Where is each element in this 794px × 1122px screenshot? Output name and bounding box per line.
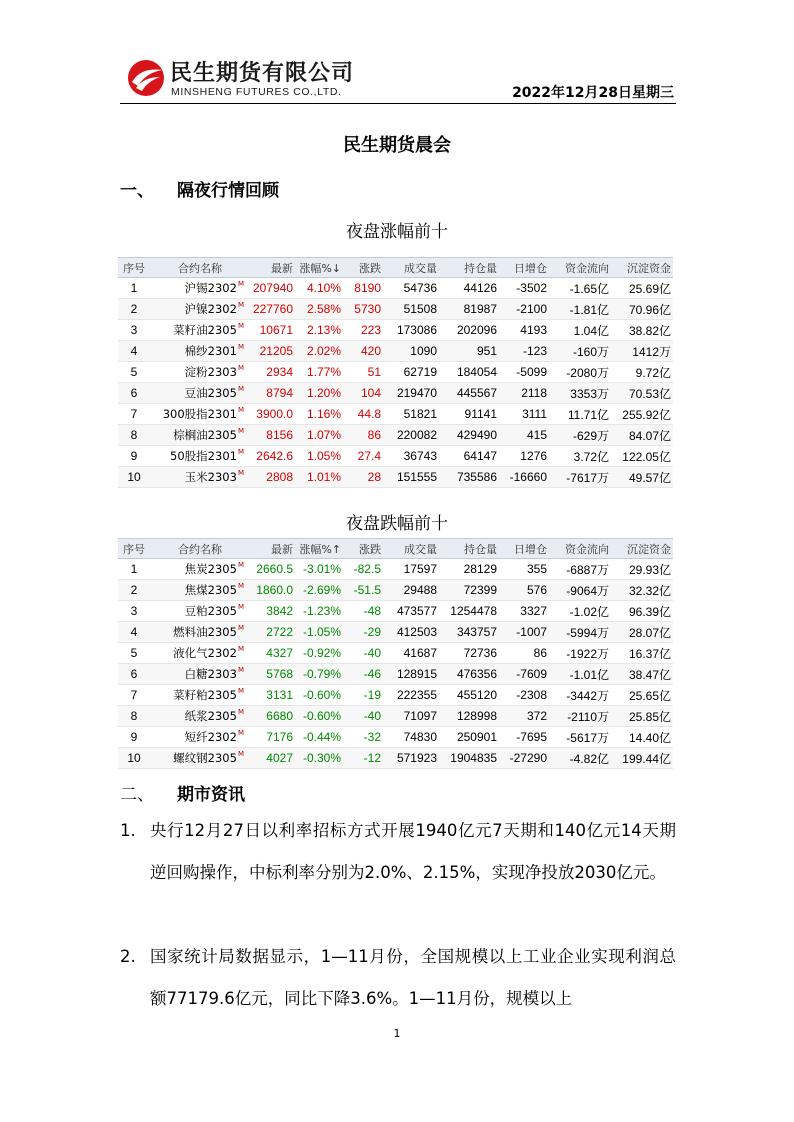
section-label: 期市资讯 [177, 785, 245, 805]
column-header[interactable]: 合约名称 [150, 258, 250, 278]
cell-vol: 151555 [383, 467, 439, 488]
column-header[interactable]: 日增仓 [499, 539, 549, 559]
cell-chg: 51 [343, 362, 383, 383]
cell-vol: 17597 [383, 559, 439, 580]
cell-vol: 51821 [383, 404, 439, 425]
cell-last: 2934 [250, 362, 295, 383]
cell-flow: -4.82亿 [549, 748, 611, 769]
cell-rank: 8 [118, 706, 150, 727]
cell-flow: -1.01亿 [549, 664, 611, 685]
cell-rank: 8 [118, 425, 150, 446]
cell-pct: 1.07% [295, 425, 343, 446]
cell-pct: -1.23% [295, 601, 343, 622]
cell-pct: 2.13% [295, 320, 343, 341]
cell-name: 淀粉$2303^M$ [150, 362, 250, 383]
main-contract-badge: M [237, 322, 244, 330]
cell-name: 焦炭$2305^M$ [150, 559, 250, 580]
cell-flow: 3353万 [549, 383, 611, 404]
news-item-text: 国家统计局数据显示，1—11月份，全国规模以上工业企业实现利润总额77179.6亿元，同比下降3.6%。1—11月份，规模以上 [150, 947, 676, 1008]
main-contract-badge: M [237, 624, 244, 632]
cell-pct: -3.01% [295, 559, 343, 580]
cell-oi: 28129 [439, 559, 499, 580]
column-header[interactable]: 序号 [118, 539, 150, 559]
table-row[interactable] [118, 664, 673, 685]
table-row[interactable] [118, 706, 673, 727]
table-row[interactable] [118, 622, 673, 643]
cell-chg: -40 [343, 643, 383, 664]
cell-oi: 476356 [439, 664, 499, 685]
section-number: 二、 [120, 785, 154, 805]
logo-english-name: MINSHENG FUTURES CO.,LTD. [171, 86, 342, 98]
cell-flow: -160万 [549, 341, 611, 362]
cell-chg: 27.4 [343, 446, 383, 467]
cell-oi: 951 [439, 341, 499, 362]
cell-chg: 44.8 [343, 404, 383, 425]
table-row[interactable] [118, 601, 673, 622]
cell-last: 21205 [250, 341, 295, 362]
section-number: 一、 [120, 181, 154, 201]
cell-pct: -0.92% [295, 643, 343, 664]
main-contract-badge: M [237, 469, 244, 477]
cell-oi: 250901 [439, 727, 499, 748]
cell-pct: -0.60% [295, 685, 343, 706]
table-row[interactable] [118, 404, 673, 425]
column-header[interactable]: 沉淀资金 [611, 258, 673, 278]
cell-vol: 62719 [383, 362, 439, 383]
main-contract-badge: M [237, 427, 244, 435]
cell-doi: -2100 [499, 299, 549, 320]
cell-rank: 6 [118, 383, 150, 404]
column-header[interactable]: 合约名称 [150, 539, 250, 559]
cell-pct: 2.02% [295, 341, 343, 362]
cell-oi: 1904835 [439, 748, 499, 769]
cell-name: 菜籽粕$2305^M$ [150, 685, 250, 706]
main-contract-badge: M [237, 729, 244, 737]
column-header[interactable]: 持仓量 [439, 258, 499, 278]
cell-rank: 10 [118, 748, 150, 769]
main-contract-badge: M [237, 301, 244, 309]
cell-name: 棉纱$2301^M$ [150, 341, 250, 362]
cell-last: 3842 [250, 601, 295, 622]
column-header[interactable]: 涨幅%↑ [295, 539, 343, 559]
cell-name: 液化气$2302^M$ [150, 643, 250, 664]
cell-vol: 54736 [383, 278, 439, 299]
cell-chg: 5730 [343, 299, 383, 320]
cell-vol: 41687 [383, 643, 439, 664]
main-contract-badge: M [237, 561, 244, 569]
cell-vol: 571923 [383, 748, 439, 769]
cell-flow: -7617万 [549, 467, 611, 488]
losers-table [118, 538, 673, 769]
column-header[interactable]: 涨跌 [343, 539, 383, 559]
cell-oi: 343757 [439, 622, 499, 643]
column-header[interactable]: 日增仓 [499, 258, 549, 278]
page-title: 民生期货晨会 [343, 135, 451, 156]
cell-oi: 735586 [439, 467, 499, 488]
cell-last: 3131 [250, 685, 295, 706]
main-contract-badge: M [237, 645, 244, 653]
cell-flow: -3442万 [549, 685, 611, 706]
cell-doi: -5099 [499, 362, 549, 383]
cell-rank: 3 [118, 601, 150, 622]
main-contract-badge: M [237, 385, 244, 393]
cell-rank: 1 [118, 278, 150, 299]
cell-last: 3900.0 [250, 404, 295, 425]
cell-vol: 36743 [383, 446, 439, 467]
cell-rank: 9 [118, 446, 150, 467]
cell-cap: 38.47亿 [611, 664, 673, 685]
table-row[interactable] [118, 320, 673, 341]
cell-cap: 84.07亿 [611, 425, 673, 446]
table-row[interactable] [118, 278, 673, 299]
cell-doi: 4193 [499, 320, 549, 341]
cell-flow: -9064万 [549, 580, 611, 601]
cell-pct: 1.16% [295, 404, 343, 425]
table-row[interactable] [118, 685, 673, 706]
cell-cap: 28.07亿 [611, 622, 673, 643]
cell-cap: 255.92亿 [611, 404, 673, 425]
cell-chg: -82.5 [343, 559, 383, 580]
news-item-text: 央行12月27日以利率招标方式开展1940亿元7天期和140亿元14天期逆回购操作，中标利率分别为2.0%、2.15%，实现净投放2030亿元。 [150, 821, 676, 882]
main-contract-badge: M [237, 582, 244, 590]
cell-last: 5768 [250, 664, 295, 685]
cell-flow: -1922万 [549, 643, 611, 664]
losers-table-title: 夜盘跌幅前十 [346, 514, 448, 534]
cell-doi: 1276 [499, 446, 549, 467]
column-header[interactable]: 涨跌 [343, 258, 383, 278]
cell-flow: -5994万 [549, 622, 611, 643]
cell-cap: 25.69亿 [611, 278, 673, 299]
cell-last: 8794 [250, 383, 295, 404]
cell-doi: -3502 [499, 278, 549, 299]
table-row[interactable] [118, 425, 673, 446]
cell-rank: 5 [118, 362, 150, 383]
minsheng-logo-icon [126, 58, 166, 98]
cell-chg: 223 [343, 320, 383, 341]
cell-doi: -7695 [499, 727, 549, 748]
cell-chg: -29 [343, 622, 383, 643]
gainers-table-title: 夜盘涨幅前十 [346, 222, 448, 242]
main-contract-badge: M [237, 708, 244, 716]
cell-flow: 11.71亿 [549, 404, 611, 425]
cell-rank: 4 [118, 341, 150, 362]
cell-doi: -7609 [499, 664, 549, 685]
logo-chinese-name: 民生期货有限公司 [170, 61, 355, 86]
cell-chg: -32 [343, 727, 383, 748]
column-header[interactable]: 资金流向 [549, 258, 611, 278]
cell-vol: 128915 [383, 664, 439, 685]
cell-vol: 74830 [383, 727, 439, 748]
cell-rank: 4 [118, 622, 150, 643]
cell-chg: -40 [343, 706, 383, 727]
cell-last: 8156 [250, 425, 295, 446]
cell-oi: 64147 [439, 446, 499, 467]
table-row[interactable] [118, 446, 673, 467]
cell-flow: -629万 [549, 425, 611, 446]
report-date: 2022年12月28日星期三 [512, 85, 674, 101]
cell-rank: 10 [118, 467, 150, 488]
cell-doi: -123 [499, 341, 549, 362]
cell-name: 纸浆$2305^M$ [150, 706, 250, 727]
cell-cap: 70.53亿 [611, 383, 673, 404]
cell-flow: -1.65亿 [549, 278, 611, 299]
cell-chg: 104 [343, 383, 383, 404]
cell-cap: 14.40亿 [611, 727, 673, 748]
cell-oi: 128998 [439, 706, 499, 727]
news-item-2 [120, 936, 676, 1020]
cell-oi: 429490 [439, 425, 499, 446]
column-header[interactable]: 资金流向 [549, 539, 611, 559]
cell-flow: 3.72亿 [549, 446, 611, 467]
cell-flow: -6887万 [549, 559, 611, 580]
cell-doi: 576 [499, 580, 549, 601]
cell-doi: 86 [499, 643, 549, 664]
main-contract-badge: M [237, 364, 244, 372]
cell-name: 螺纹钢$2305^M$ [150, 748, 250, 769]
cell-pct: 1.01% [295, 467, 343, 488]
cell-cap: 29.93亿 [611, 559, 673, 580]
main-contract-badge: M [237, 666, 244, 674]
cell-doi: 3111 [499, 404, 549, 425]
cell-last: 2808 [250, 467, 295, 488]
cell-name: 棕榈油$2305^M$ [150, 425, 250, 446]
cell-pct: 4.10% [295, 278, 343, 299]
cell-oi: 455120 [439, 685, 499, 706]
cell-rank: 2 [118, 580, 150, 601]
column-header[interactable]: 成交量 [383, 539, 439, 559]
cell-vol: 219470 [383, 383, 439, 404]
cell-oi: 184054 [439, 362, 499, 383]
cell-pct: -2.69% [295, 580, 343, 601]
cell-cap: 32.32亿 [611, 580, 673, 601]
cell-name: 300股指$2301^M$ [150, 404, 250, 425]
cell-doi: 3327 [499, 601, 549, 622]
cell-last: 207940 [250, 278, 295, 299]
main-contract-badge: M [237, 750, 244, 758]
news-item-number: 2. [120, 947, 136, 966]
column-header[interactable]: 序号 [118, 258, 150, 278]
cell-rank: 6 [118, 664, 150, 685]
cell-flow: -2080万 [549, 362, 611, 383]
cell-cap: 122.05亿 [611, 446, 673, 467]
cell-last: 4027 [250, 748, 295, 769]
cell-doi: -16660 [499, 467, 549, 488]
news-item-number: 1. [120, 821, 136, 840]
column-header[interactable]: 最新 [250, 539, 295, 559]
cell-vol: 412503 [383, 622, 439, 643]
cell-vol: 29488 [383, 580, 439, 601]
main-contract-badge: M [237, 448, 244, 456]
cell-name: 豆油$2305^M$ [150, 383, 250, 404]
table-row[interactable] [118, 362, 673, 383]
cell-cap: 25.85亿 [611, 706, 673, 727]
cell-cap: 25.65亿 [611, 685, 673, 706]
cell-name: 白糖$2303^M$ [150, 664, 250, 685]
cell-pct: -0.60% [295, 706, 343, 727]
cell-name: 玉米$2303^M$ [150, 467, 250, 488]
cell-last: 10671 [250, 320, 295, 341]
cell-doi: 415 [499, 425, 549, 446]
cell-pct: -0.30% [295, 748, 343, 769]
cell-pct: -0.79% [295, 664, 343, 685]
cell-vol: 51508 [383, 299, 439, 320]
cell-name: 焦煤$2305^M$ [150, 580, 250, 601]
cell-cap: 199.44亿 [611, 748, 673, 769]
cell-oi: 91141 [439, 404, 499, 425]
cell-oi: 44126 [439, 278, 499, 299]
cell-last: 1860.0 [250, 580, 295, 601]
news-item-1 [120, 810, 676, 894]
cell-last: 227760 [250, 299, 295, 320]
cell-name: 50股指$2301^M$ [150, 446, 250, 467]
column-header[interactable]: 沉淀资金 [611, 539, 673, 559]
cell-chg: -51.5 [343, 580, 383, 601]
section-heading-2 [120, 780, 245, 805]
cell-doi: 372 [499, 706, 549, 727]
cell-chg: 86 [343, 425, 383, 446]
cell-cap: 16.37亿 [611, 643, 673, 664]
cell-last: 2722 [250, 622, 295, 643]
table-row[interactable] [118, 341, 673, 362]
table-row[interactable] [118, 299, 673, 320]
cell-chg: 420 [343, 341, 383, 362]
cell-cap: 1412万 [611, 341, 673, 362]
cell-rank: 2 [118, 299, 150, 320]
cell-oi: 445567 [439, 383, 499, 404]
cell-vol: 220082 [383, 425, 439, 446]
cell-name: 短纤$2302^M$ [150, 727, 250, 748]
cell-pct: 2.58% [295, 299, 343, 320]
cell-rank: 9 [118, 727, 150, 748]
cell-rank: 7 [118, 404, 150, 425]
cell-last: 6680 [250, 706, 295, 727]
cell-vol: 71097 [383, 706, 439, 727]
cell-oi: 72399 [439, 580, 499, 601]
cell-chg: -12 [343, 748, 383, 769]
column-header[interactable]: 最新 [250, 258, 295, 278]
cell-last: 7176 [250, 727, 295, 748]
cell-doi: 2118 [499, 383, 549, 404]
cell-rank: 5 [118, 643, 150, 664]
cell-oi: 72736 [439, 643, 499, 664]
cell-last: 2660.5 [250, 559, 295, 580]
main-contract-badge: M [237, 280, 244, 288]
cell-name: 沪镍$2302^M$ [150, 299, 250, 320]
cell-vol: 473577 [383, 601, 439, 622]
cell-chg: 28 [343, 467, 383, 488]
company-logo [126, 56, 371, 102]
table-row[interactable] [118, 580, 673, 601]
cell-oi: 81987 [439, 299, 499, 320]
cell-last: 4327 [250, 643, 295, 664]
cell-vol: 1090 [383, 341, 439, 362]
cell-oi: 202096 [439, 320, 499, 341]
table-row[interactable] [118, 383, 673, 404]
table-row[interactable] [118, 748, 673, 769]
column-header[interactable]: 涨幅%↓ [295, 258, 343, 278]
cell-name: 菜籽油$2305^M$ [150, 320, 250, 341]
table-row[interactable] [118, 643, 673, 664]
section-label: 隔夜行情回顾 [177, 181, 279, 201]
main-contract-badge: M [237, 343, 244, 351]
section-heading-1 [120, 176, 279, 201]
cell-vol: 222355 [383, 685, 439, 706]
main-contract-badge: M [237, 406, 244, 414]
table-row[interactable] [118, 467, 673, 488]
cell-flow: -2110万 [549, 706, 611, 727]
cell-doi: -27290 [499, 748, 549, 769]
cell-chg: -48 [343, 601, 383, 622]
cell-chg: -46 [343, 664, 383, 685]
cell-cap: 96.39亿 [611, 601, 673, 622]
cell-chg: -19 [343, 685, 383, 706]
cell-cap: 70.96亿 [611, 299, 673, 320]
cell-rank: 7 [118, 685, 150, 706]
cell-chg: 8190 [343, 278, 383, 299]
cell-cap: 9.72亿 [611, 362, 673, 383]
cell-pct: -0.44% [295, 727, 343, 748]
cell-cap: 49.57亿 [611, 467, 673, 488]
table-row[interactable] [118, 727, 673, 748]
gainers-table [118, 257, 673, 488]
cell-rank: 1 [118, 559, 150, 580]
cell-rank: 3 [118, 320, 150, 341]
main-contract-badge: M [237, 687, 244, 695]
cell-pct: 1.20% [295, 383, 343, 404]
cell-flow: -1.02亿 [549, 601, 611, 622]
cell-name: 豆粕$2305^M$ [150, 601, 250, 622]
cell-flow: -1.81亿 [549, 299, 611, 320]
cell-pct: 1.77% [295, 362, 343, 383]
cell-name: 沪锡$2302^M$ [150, 278, 250, 299]
cell-vol: 173086 [383, 320, 439, 341]
page-header [120, 52, 676, 104]
column-header[interactable]: 持仓量 [439, 539, 499, 559]
table-row[interactable] [118, 559, 673, 580]
cell-doi: -1007 [499, 622, 549, 643]
cell-name: 燃料油$2305^M$ [150, 622, 250, 643]
cell-flow: 1.04亿 [549, 320, 611, 341]
page-number: 1 [393, 1027, 401, 1040]
column-header[interactable]: 成交量 [383, 258, 439, 278]
main-contract-badge: M [237, 603, 244, 611]
cell-last: 2642.6 [250, 446, 295, 467]
cell-doi: 355 [499, 559, 549, 580]
cell-oi: 1254478 [439, 601, 499, 622]
cell-doi: -2308 [499, 685, 549, 706]
cell-cap: 38.82亿 [611, 320, 673, 341]
cell-pct: -1.05% [295, 622, 343, 643]
cell-pct: 1.05% [295, 446, 343, 467]
cell-flow: -5617万 [549, 727, 611, 748]
